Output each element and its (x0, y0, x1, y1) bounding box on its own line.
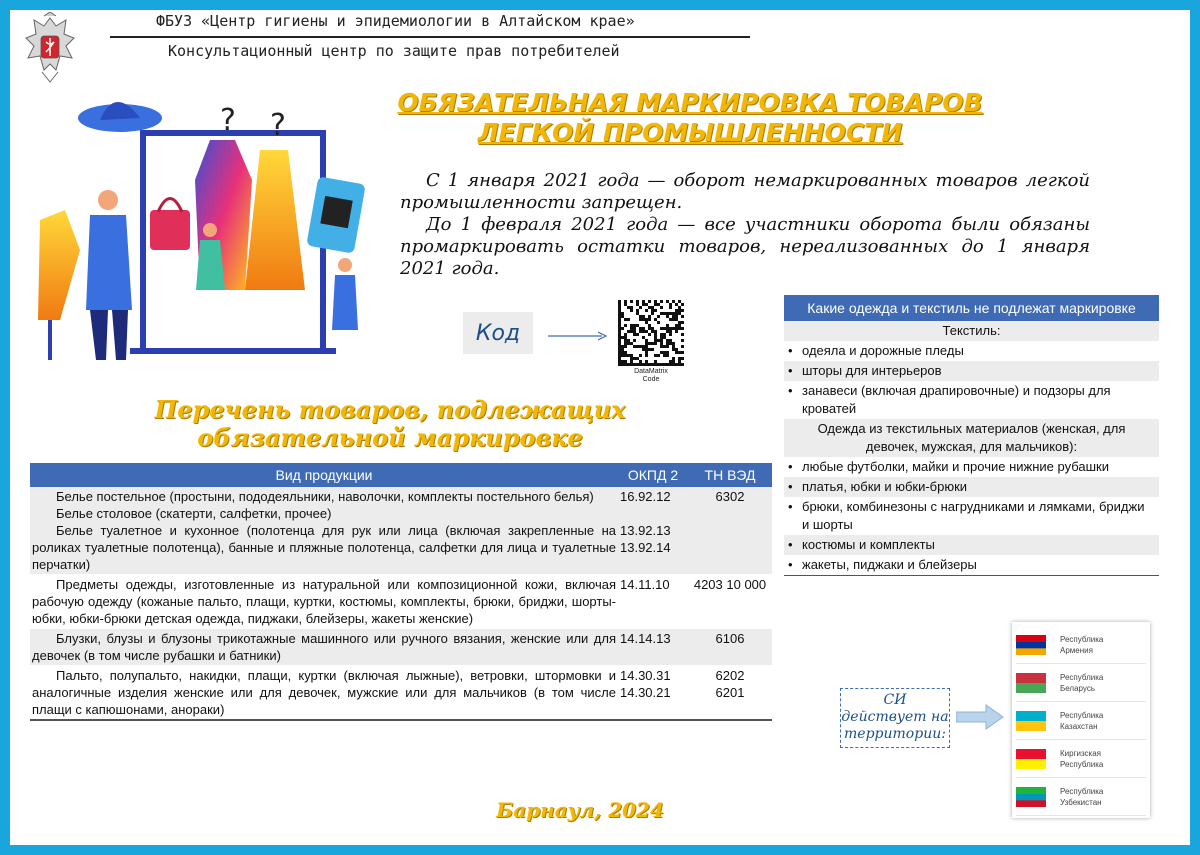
country-name (1060, 672, 1103, 694)
products-table (30, 463, 772, 721)
arrow-right-icon (956, 704, 1004, 730)
okpd-cell (618, 629, 688, 666)
products-table-header (30, 463, 772, 487)
organization-subtitle: Консультационный центр по защите прав потребителей (168, 42, 620, 60)
si-note (840, 688, 950, 748)
exemptions-title: Какие одежда и текстиль не подлежат маркировке (784, 295, 1159, 321)
si-line1: СИ (883, 692, 907, 708)
col-header-product: Вид продукции (30, 463, 618, 487)
table-row (30, 575, 772, 629)
list-item-text: шторы для интерьеров (802, 363, 942, 378)
list-title (110, 396, 670, 452)
country-name-line1: Республика (1060, 634, 1104, 644)
okpd-cell (618, 487, 688, 575)
textile-list (784, 341, 1159, 419)
product-name-cell (30, 487, 618, 575)
okpd-cell (618, 575, 688, 629)
product-name: Пальто, полупальто, накидки, плащи, куртки (включая лыжные), ветровки, штормовки и аналогичные изделия женские или для девочек, мужские или для мальчиков (в том числе плащи с капюшонами, анораки) (32, 668, 616, 717)
organization-title: ФБУЗ «Центр гигиены и эпидемиологии в Алтайском крае» (156, 12, 635, 30)
list-item (784, 497, 1159, 535)
exemptions-table (784, 295, 1159, 576)
main-title-line2: ЛЕГКОЙ ПРОМЫШЛЕННОСТИ (477, 118, 903, 147)
table-row (30, 487, 772, 575)
si-line2: действует на (841, 709, 949, 725)
flag-icon (1016, 749, 1046, 769)
country-name-line2: Узбекистан (1060, 797, 1102, 807)
tnved-cell (688, 575, 772, 629)
country-name (1060, 634, 1103, 656)
table-row (30, 666, 772, 721)
datamatrix-caption-line1: DataMatrix (634, 368, 668, 375)
country-name-line2: Казахстан (1060, 721, 1098, 731)
country-name-line1: Республика (1060, 786, 1104, 796)
list-item (784, 381, 1159, 419)
countries-list (1012, 622, 1150, 818)
country-item (1016, 740, 1146, 778)
okpd-code: 14.30.31 (620, 668, 671, 683)
product-name-cell (30, 666, 618, 721)
si-line3: территории: (844, 726, 946, 742)
flag-icon (1016, 635, 1046, 655)
intro-paragraph-2: До 1 февраля 2021 года — все участники оборота были обязаны промаркировать остатки товаров, нереализованных до 1 января 2021 года. (400, 214, 1090, 279)
list-item-text: костюмы и комплекты (802, 537, 935, 552)
bullet-icon: • (788, 557, 793, 572)
country-item (1016, 664, 1146, 702)
bullet-icon: • (788, 459, 793, 474)
flag-icon (1016, 787, 1046, 807)
footer-city-year: Барнаул, 2024 (496, 798, 664, 822)
clothing-list (784, 457, 1159, 576)
okpd-code: 13.92.13 (620, 523, 671, 538)
okpd-code: 14.11.10 (620, 577, 670, 592)
list-title-line1: Перечень товаров, подлежащих (154, 395, 626, 424)
country-item (1016, 626, 1146, 664)
tnved-code: 4203 10 000 (693, 577, 767, 592)
clothing-header: Одежда из текстильных материалов (женская, для девочек, мужская, для мальчиков): (784, 419, 1159, 457)
datamatrix-caption (606, 368, 696, 384)
intro-paragraph-1: С 1 января 2021 года — оборот немаркированных товаров легкой промышленности запрещен. (400, 170, 1090, 213)
list-item-text: брюки, комбинезоны с нагрудниками и лямками, бриджи и шорты (802, 499, 1145, 532)
list-item-text: жакеты, пиджаки и блейзеры (802, 557, 977, 572)
clothing-rack-illustration (20, 90, 370, 370)
country-item (1016, 702, 1146, 740)
okpd-cell (618, 666, 688, 721)
list-item (784, 457, 1159, 477)
main-title (340, 88, 1040, 148)
arrow-right-icon (548, 330, 608, 342)
col-header-okpd: ОКПД 2 (618, 463, 688, 487)
list-title-line2: обязательной маркировке (197, 423, 583, 452)
col-header-tnved: ТН ВЭД (688, 463, 772, 487)
intro-text (400, 170, 1090, 280)
code-label: Код (463, 312, 533, 354)
list-item-text: одеяла и дорожные пледы (802, 343, 964, 358)
emblem-icon (22, 12, 78, 84)
country-name-line2: Армения (1060, 645, 1093, 655)
bullet-icon: • (788, 537, 793, 552)
tnved-code: 6201 (715, 685, 745, 700)
svg-text:?: ? (270, 108, 286, 143)
list-item-text: любые футболки, майки и прочие нижние рубашки (802, 459, 1109, 474)
tnved-cell (688, 666, 772, 721)
svg-text:?: ? (220, 103, 236, 138)
okpd-code: 14.30.21 (620, 685, 671, 700)
table-row (30, 629, 772, 666)
bullet-icon: • (788, 499, 793, 514)
country-name-line1: Республика (1060, 710, 1104, 720)
country-name (1060, 748, 1103, 770)
list-item-text: занавеси (включая драпировочные) и подзоры для кроватей (802, 383, 1111, 416)
main-title-line1: ОБЯЗАТЕЛЬНАЯ МАРКИРОВКА ТОВАРОВ (397, 88, 983, 117)
okpd-code: 16.92.12 (620, 489, 671, 504)
product-name: Белье столовое (скатерти, салфетки, прочее) (56, 506, 332, 521)
country-name-line1: Республика (1060, 672, 1104, 682)
product-name-cell (30, 575, 618, 629)
country-name (1060, 786, 1103, 808)
list-item (784, 361, 1159, 381)
flag-icon (1016, 673, 1046, 693)
product-name: Белье постельное (простыни, пододеяльники, наволочки, комплекты постельного белья) (56, 489, 594, 504)
country-name-line2: Беларусь (1060, 683, 1095, 693)
country-name-line1: Киргизская (1060, 748, 1101, 758)
datamatrix-caption-line2: Code (642, 376, 660, 383)
product-name-cell (30, 629, 618, 666)
tnved-cell (688, 629, 772, 666)
datamatrix-code-icon (618, 300, 684, 366)
tnved-code: 6106 (715, 631, 745, 646)
tnved-code: 6302 (715, 489, 745, 504)
textile-header: Текстиль: (784, 321, 1159, 341)
product-name: Блузки, блузы и блузоны трикотажные машинного или ручного вязания, женские или для девочек (в том числе рубашки и батники) (32, 631, 616, 663)
product-name: Белье туалетное и кухонное (полотенца для рук или лица (включая закрепленные на роликах туалетные полотенца), банные и пляжные полотенца, салфетки для лица и туалетные перчатки) (32, 523, 616, 572)
bullet-icon: • (788, 383, 793, 398)
header-divider (110, 36, 750, 38)
bullet-icon: • (788, 479, 793, 494)
list-item (784, 477, 1159, 497)
okpd-code: 14.14.13 (620, 631, 671, 646)
okpd-code: 13.92.14 (620, 540, 671, 555)
bullet-icon: • (788, 363, 793, 378)
list-item (784, 535, 1159, 555)
country-name-line2: Республика (1060, 759, 1104, 769)
tnved-code: 6202 (715, 668, 745, 683)
country-item (1016, 778, 1146, 816)
list-item (784, 341, 1159, 361)
flag-icon (1016, 711, 1046, 731)
tnved-cell (688, 487, 772, 575)
list-item (784, 555, 1159, 575)
product-name: Предметы одежды, изготовленные из натуральной или композиционной кожи, включая рабочую одежду (кожаные пальто, плащи, куртки, костюмы, комплекты, брюки, бриджи, шорты-юбки, юбки-брюки детская одежда, пиджаки, блейзеры, жакеты женские) (32, 577, 616, 626)
country-name (1060, 710, 1103, 732)
bullet-icon: • (788, 343, 793, 358)
list-item-text: платья, юбки и юбки-брюки (802, 479, 968, 494)
